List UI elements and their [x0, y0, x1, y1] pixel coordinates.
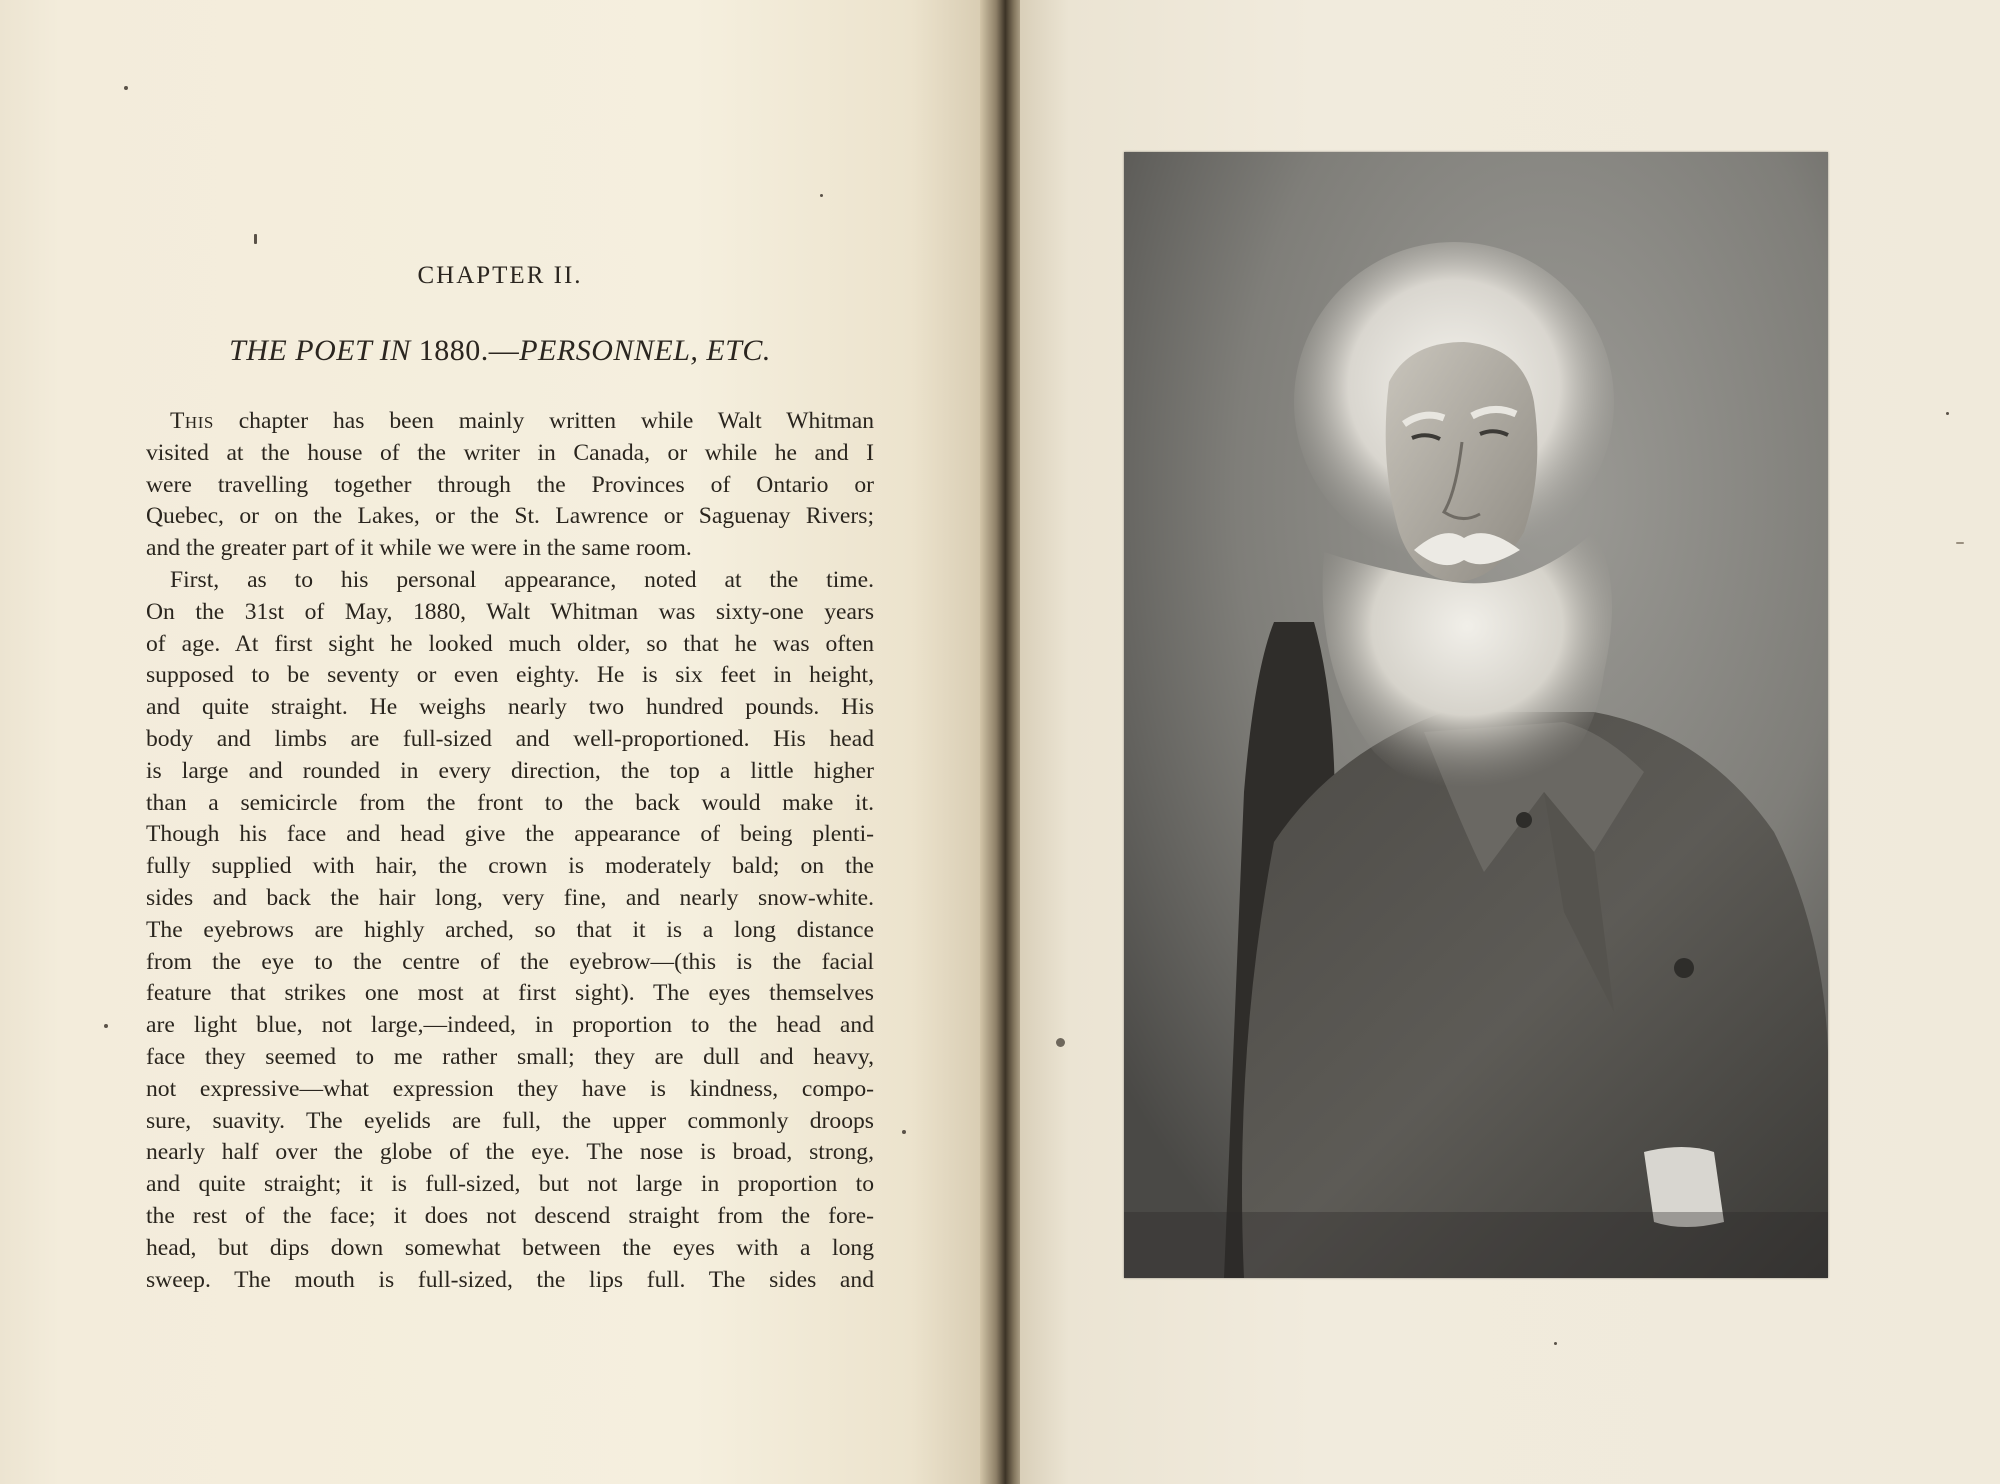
paper-speck: [820, 194, 823, 197]
text-line-content: chapter has been mainly written while Walt Whitman: [238, 408, 874, 434]
text-line: is large and rounded in every direction, the top a little higher: [146, 757, 874, 784]
text-line: feature that strikes one most at first sight). The eyes themselves: [146, 980, 874, 1007]
text-line: were travelling together through the Provinces of Ontario or: [146, 471, 874, 498]
paper-speck: [1056, 1038, 1065, 1047]
paper-speck: [254, 234, 257, 244]
chapter-title-year: 1880.—: [418, 334, 520, 367]
text-line: from the eye to the centre of the eyebrow—(this is the facial: [146, 948, 874, 975]
paper-speck: [124, 86, 128, 90]
text-line: nearly half over the globe of the eye. The nose is broad, strong,: [146, 1139, 874, 1166]
text-line: not expressive—what expression they have is kindness, compo-: [146, 1075, 874, 1102]
left-page: [0, 0, 990, 1484]
lead-word: This: [170, 408, 214, 434]
text-line: body and limbs are full-sized and well-proportioned. His head: [146, 725, 874, 752]
text-line: supposed to be seventy or even eighty. He is six feet in height,: [146, 662, 874, 689]
paper-speck: [1946, 412, 1949, 415]
text-line: are light blue, not large,—indeed, in proportion to the head and: [146, 1012, 874, 1039]
text-line: fully supplied with hair, the crown is moderately bald; on the: [146, 853, 874, 880]
portrait-photo: [1124, 152, 1828, 1278]
text-line: First, as to his personal appearance, noted at the time.: [170, 566, 874, 593]
chapter-title-part2: PERSONNEL, ETC.: [519, 334, 771, 367]
text-line: and the greater part of it while we were in the same room.: [146, 535, 692, 562]
portrait-illustration: [1124, 152, 1828, 1278]
text-line: Quebec, or on the Lakes, or the St. Lawrence or Saguenay Rivers;: [146, 503, 874, 530]
paper-speck: [104, 1024, 108, 1028]
paper-speck: [1956, 542, 1964, 544]
chapter-title-part1: THE POET IN: [229, 334, 411, 367]
text-line: On the 31st of May, 1880, Walt Whitman was sixty-one years: [146, 598, 874, 625]
text-line: head, but dips down somewhat between the eyes with a long: [146, 1234, 874, 1261]
chapter-number: CHAPTER II.: [417, 262, 583, 289]
text-line: visited at the house of the writer in Canada, or while he and I: [146, 439, 874, 466]
paper-speck: [902, 1130, 906, 1134]
body-text: [146, 406, 874, 1296]
text-line: the rest of the face; it does not descend straight from the fore-: [146, 1202, 874, 1229]
text-line: [146, 406, 874, 438]
text-line: Though his face and head give the appearance of being plenti-: [146, 821, 874, 848]
text-line: sweep. The mouth is full-sized, the lips full. The sides and: [146, 1266, 874, 1293]
paper-speck: [1554, 1342, 1557, 1345]
text-line: face they seemed to me rather small; they are dull and heavy,: [146, 1043, 874, 1070]
text-line: The eyebrows are highly arched, so that it is a long distance: [146, 916, 874, 943]
chapter-title: [0, 334, 1000, 368]
text-line: than a semicircle from the front to the back would make it.: [146, 789, 874, 816]
text-line: and quite straight. He weighs nearly two hundred pounds. His: [146, 694, 874, 721]
text-line: sides and back the hair long, very fine, and nearly snow-white.: [146, 884, 874, 911]
text-line: of age. At first sight he looked much older, so that he was often: [146, 630, 874, 657]
text-line: and quite straight; it is full-sized, but not large in proportion to: [146, 1171, 874, 1198]
text-line: sure, suavity. The eyelids are full, the upper commonly droops: [146, 1107, 874, 1134]
